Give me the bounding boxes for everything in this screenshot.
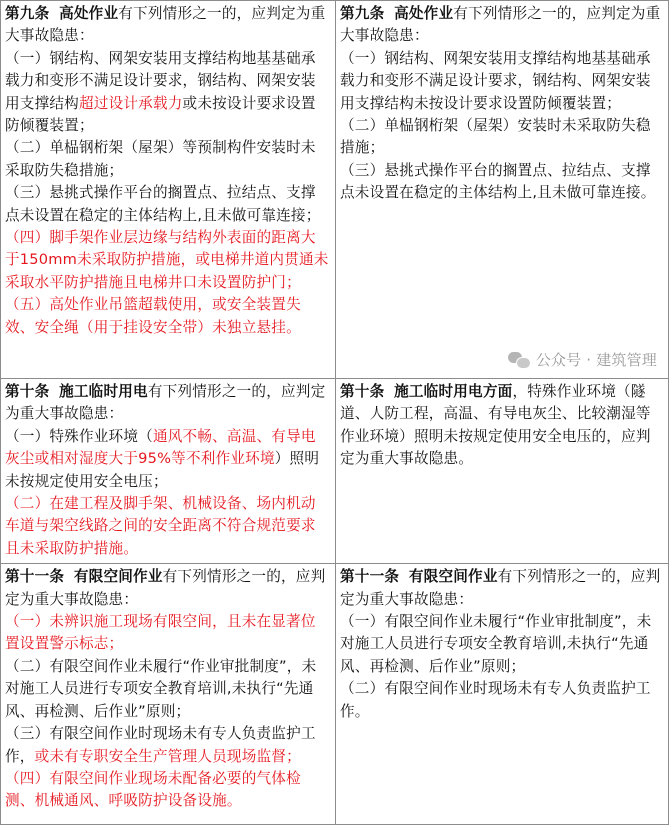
highlight-text: 超过设计承载力 [78, 94, 183, 112]
article-condition: 施工临时用电方面 [394, 383, 513, 400]
article-condition: 有限空间作业 [408, 568, 498, 586]
list-item-highlight: （一）未辨识施工现场有限空间，且未在显著位置设置警示标志； [5, 613, 316, 653]
list-item: （一）钢结构、网架安装用支撑结构地基基础承载力和变形不满足设计要求，钢结构、网架安装用支撑结构未按设计要求设置防倾覆装置； [340, 49, 651, 112]
list-item-highlight: （二）在建工程及脚手架、机械设备、场内机动车道与架空线路之间的安全距离不符合规范要求且未采取防护措施。 [5, 495, 316, 557]
article-number: 第十条 [5, 383, 50, 400]
list-item: （三）悬挑式操作平台的搁置点、拉结点、支撑点未设置在稳定的主体结构上,且未做可靠连接； [5, 184, 321, 224]
highlight-text: 或未有专职安全生产管理人员现场监督； [34, 747, 301, 765]
list-item: （一）钢结构、网架安装用支撑结构地基基础承载力和变形不满足设计要求，钢结构、网架安装用支撑结构超过设计承载力或未按设计要求设置防倾覆装置； [5, 49, 316, 135]
cell-article10-new [1, 379, 336, 564]
paragraph-intro [5, 381, 330, 426]
wechat-icon [508, 351, 530, 369]
list-item: （三）有限空间作业时现场未有专人负责监护工作，或未有专职安全生产管理人员现场监督； [5, 725, 316, 765]
article-condition: 施工临时用电 [59, 383, 148, 400]
article-number: 第九条 [5, 5, 50, 22]
article-intro: 有下列情形之一的，应判定为重大事故隐患： [5, 383, 326, 423]
article-intro: 有下列情形之一的，应判定为重大事故隐患： [340, 5, 661, 45]
article-number: 第十一条 [5, 568, 65, 586]
article-number: 第九条 [340, 5, 385, 22]
article-condition: 有限空间作业 [73, 568, 163, 586]
paragraph-intro [5, 3, 330, 48]
article-text: ，特殊作业环境（隧道、人防工程，高温、有导电灰尘、比较潮湿等作业环境）照明未按规定使用安全电压的，应判定为重大事故隐患。 [340, 383, 651, 468]
list-item: （一）有限空间作业未履行“作业审批制度”，未对施工人员进行专项安全教育培训,未执行“先通风、再检测、后作业”原则； [340, 613, 652, 675]
article-condition: 高处作业 [394, 5, 454, 22]
article-number: 第十一条 [340, 568, 400, 586]
list-item: （一）特殊作业环境（通风不畅、高温、有导电灰尘或相对湿度大于95%等不利作业环境）照明未按规定使用安全电压； [5, 427, 320, 490]
cell-article9-new [1, 1, 336, 379]
list-item-highlight: （四）有限空间作业现场未配备必要的气体检测、机械通风、呼吸防护设备设施。 [5, 769, 301, 810]
cell-article10-old [336, 379, 669, 564]
list-item: （二）有限空间作业时现场未有专人负责监护工作。 [340, 680, 651, 720]
article-intro: 有下列情形之一的，应判定为重大事故隐患： [5, 568, 326, 608]
table-row [1, 379, 669, 564]
highlight-text: 通风不畅、高温、有导电灰尘或相对湿度大于95%等不利作业环境 [5, 427, 316, 468]
paragraph-intro [340, 566, 663, 611]
list-item: （二）单榀钢桁架（屋架）等预制构件安装时未采取防失稳措施； [5, 139, 316, 179]
watermark [508, 349, 657, 371]
cell-article9-old [336, 1, 669, 379]
article-number: 第十条 [340, 383, 385, 400]
table-row [1, 1, 669, 379]
article-intro: 有下列情形之一的，应判定为重大事故隐患： [5, 5, 326, 45]
cell-article11-new [1, 564, 336, 825]
paragraph-intro [340, 3, 663, 48]
list-item: （二）单榀钢桁架（屋架）安装时未采取防失稳措施； [340, 117, 651, 157]
list-item: （二）有限空间作业未履行“作业审批制度”，未对施工人员进行专项安全教育培训,未执行“先通风、再检测、后作业”原则； [5, 657, 317, 720]
watermark-text: 公众号 · 建筑管理 [535, 350, 657, 369]
table-row [1, 564, 669, 825]
paragraph-intro [340, 381, 663, 471]
list-item-highlight: （四）脚手架作业层边缘与结构外表面的距离大于150mm未采取防护措施，或电梯井道内贯通未采取水平防护措施且电梯井口未设置防护门； [5, 229, 329, 291]
paragraph-intro [5, 566, 330, 611]
list-item: （三）悬挑式操作平台的搁置点、拉结点、支撑点未设置在稳定的主体结构上,且未做可靠连接。 [340, 161, 656, 202]
cell-article11-old [336, 564, 669, 825]
list-item-highlight: （五）高处作业吊篮超载使用，或安全装置失效、安全绳（用于挂设安全带）未独立悬挂。 [5, 296, 301, 336]
article-intro: 有下列情形之一的，应判定为重大事故隐患： [340, 568, 661, 608]
article-condition: 高处作业 [59, 5, 119, 22]
